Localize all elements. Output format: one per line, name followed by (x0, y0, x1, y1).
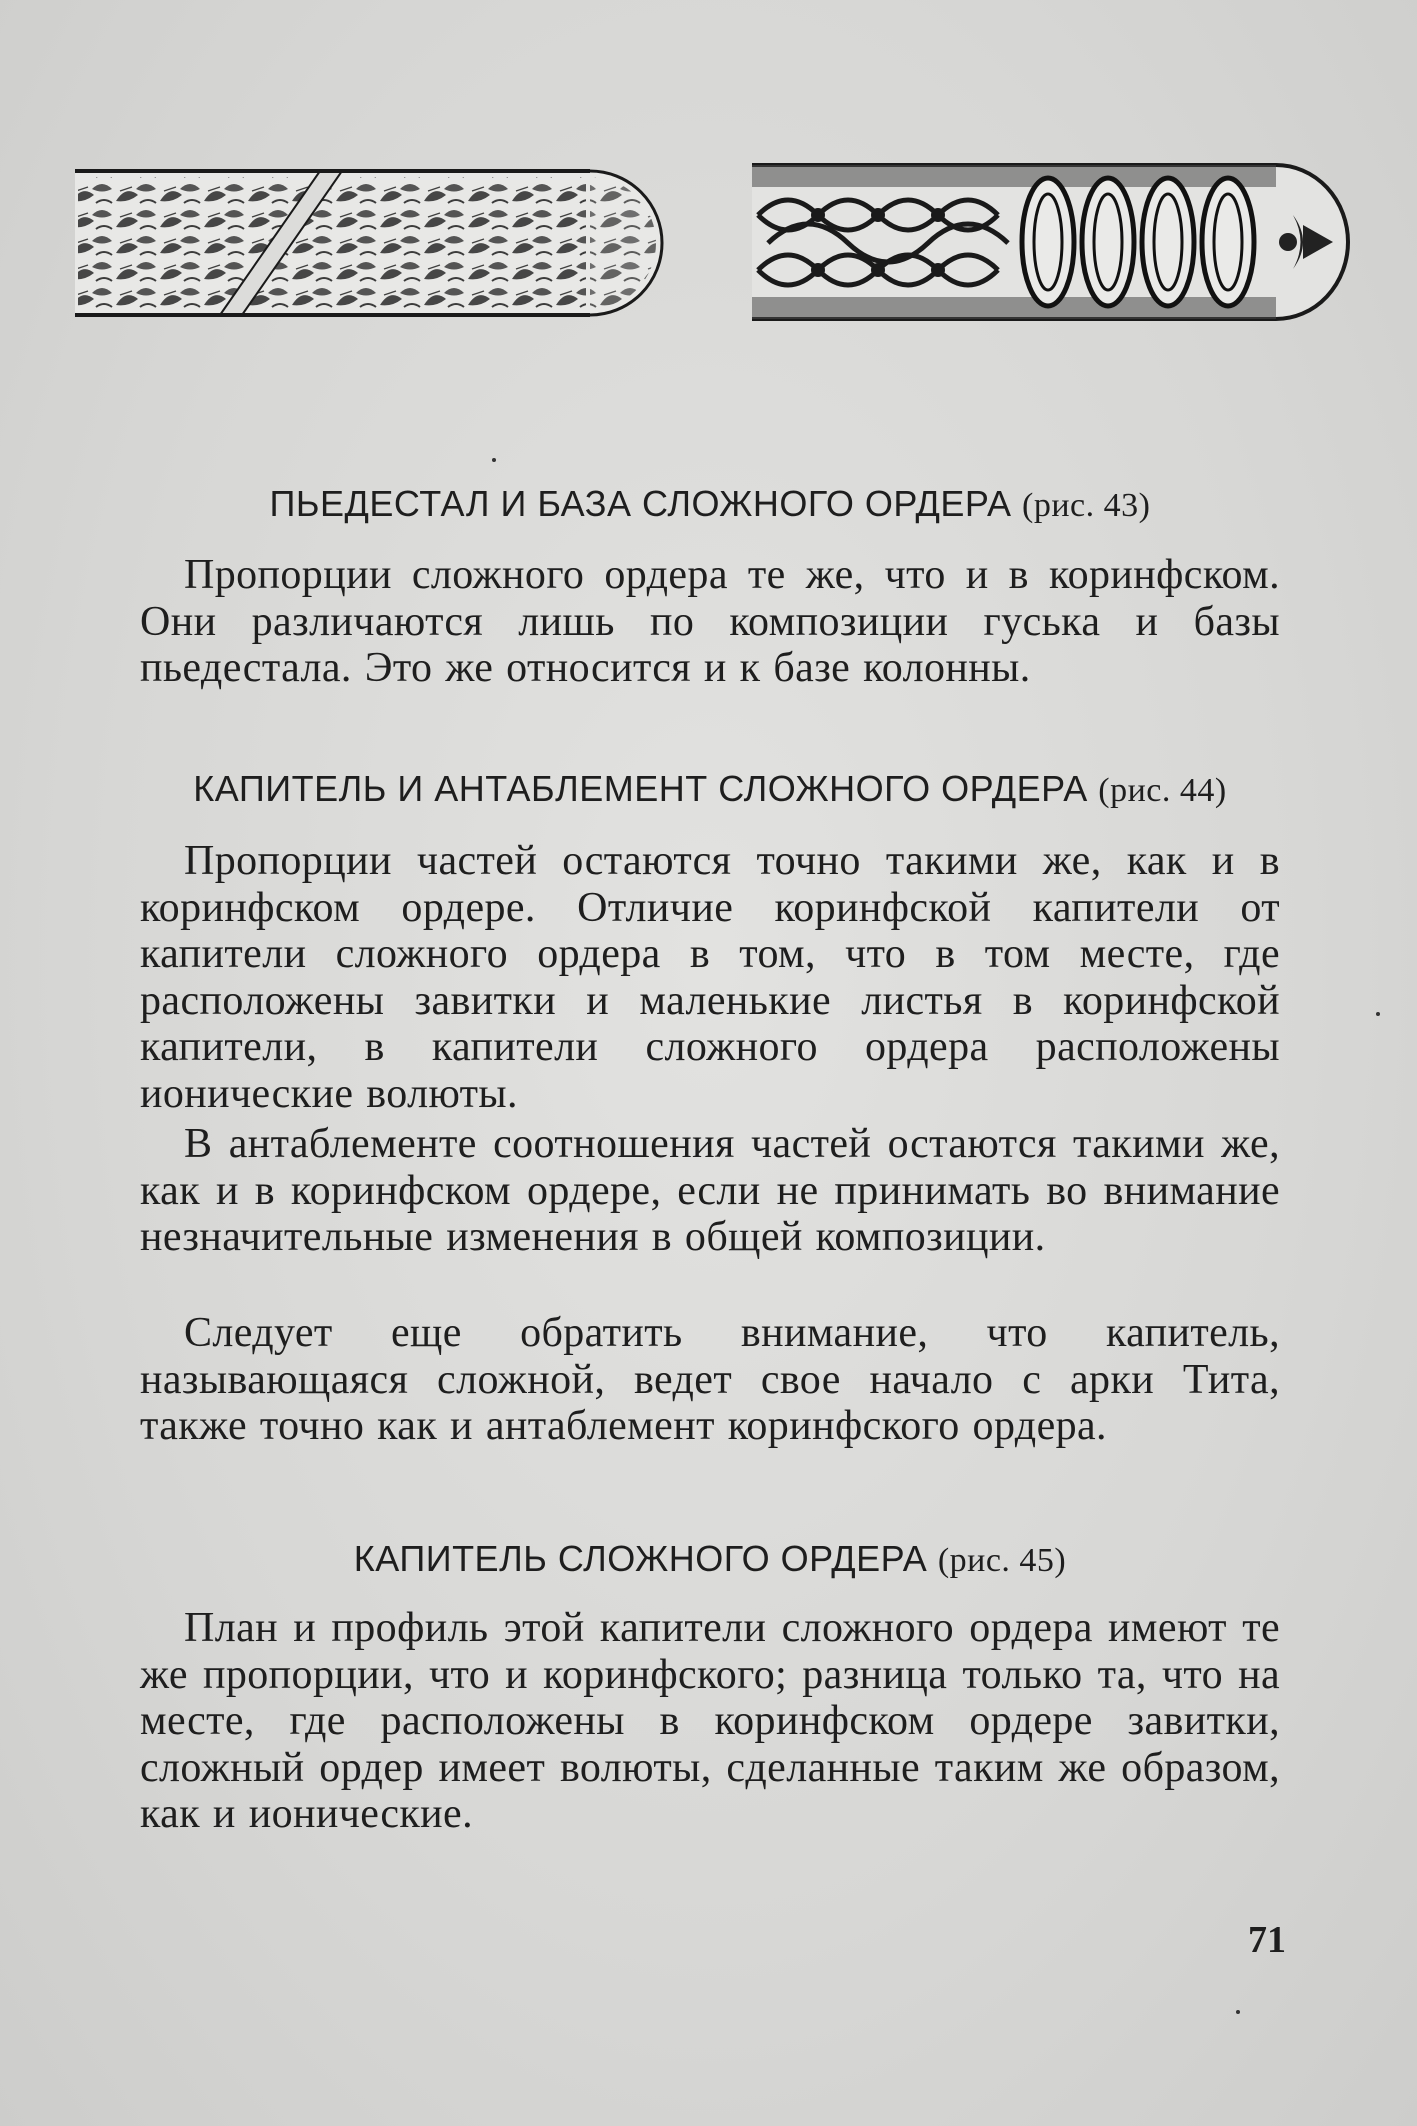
interlace-ornament-band (748, 155, 1350, 330)
speck (492, 458, 496, 462)
paragraph: Пропорции сложного ордера те же, что и в коринфском. Они различаются лишь по композиции гуська и базы пьедестала. Это же относится и к базе колонны. (140, 552, 1280, 692)
section-heading-capital-entablature (120, 768, 1300, 810)
heading-text: КАПИТЕЛЬ СЛОЖНОГО ОРДЕРА (353, 1538, 928, 1579)
section-heading-capital (120, 1538, 1300, 1580)
paragraph: Следует еще обратить внимание, что капитель, называющаяся сложной, ведет свое начало с арки Тита, также точно как и антаблемент коринфского ордера. (140, 1310, 1280, 1450)
speck (1376, 1012, 1380, 1016)
speck (1236, 2010, 1240, 2014)
figure-reference: (рис. 44) (1098, 772, 1227, 809)
page-number: 71 (1248, 1919, 1286, 1961)
leaf-ornament-band (70, 155, 670, 330)
heading-text: КАПИТЕЛЬ И АНТАБЛЕМЕНТ СЛОЖНОГО ОРДЕРА (193, 768, 1088, 809)
paragraph: Пропорции частей остаются точно такими же, как и в коринфском ордере. Отличие коринфской капители от капители сложного ордера в том, что в том месте, где расположены завитки и маленькие листья в коринфской капители, в капители сложного ордера расположены ионические волюты. (140, 838, 1280, 1117)
section-heading-pedestal (120, 483, 1300, 525)
figure-reference: (рис. 45) (937, 1542, 1067, 1579)
paragraph: План и профиль этой капители сложного ордера имеют те же пропорции, что и коринфского; разница только та, что на месте, где расположены в коринфском ордере завитки, сложный ордер имеет волюты, сделанные таким же образом, как и ионические. (140, 1605, 1280, 1838)
paragraph: В антаблементе соотношения частей остаются такими же, как и в коринфском ордере, если не принимать во внимание незначительные изменения в общей композиции. (140, 1121, 1280, 1261)
heading-text: ПЬЕДЕСТАЛ И БАЗА СЛОЖНОГО ОРДЕРА (269, 483, 1012, 524)
figure-reference: (рис. 43) (1022, 487, 1151, 524)
